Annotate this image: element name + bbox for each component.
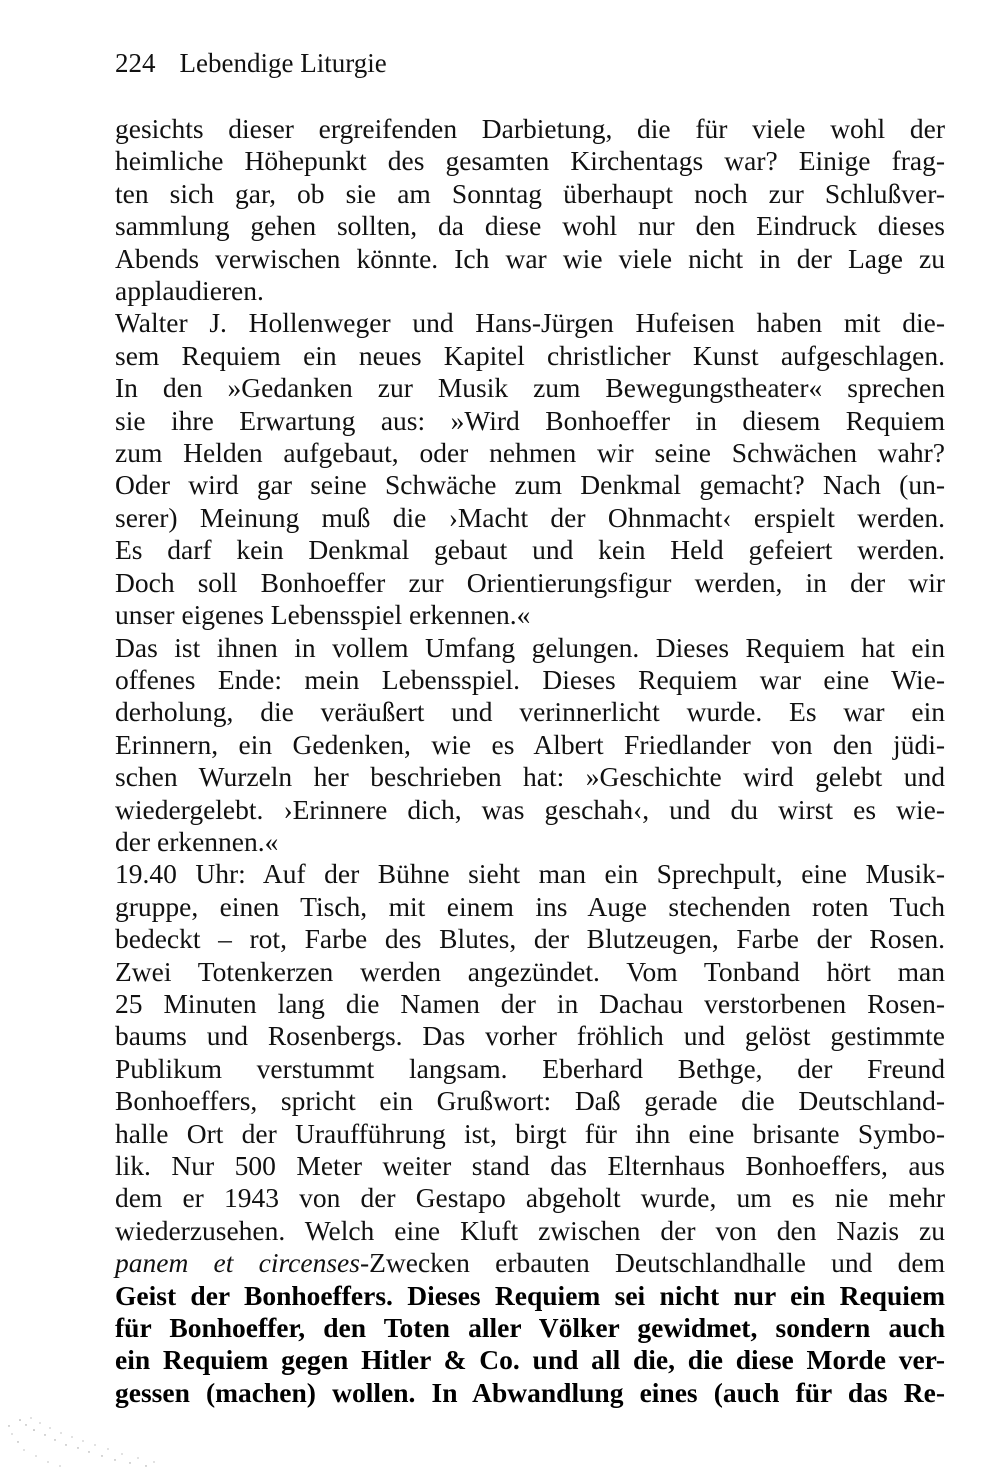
- text-line: Publikum verstummt langsam. Eberhard Bethge, der Freund: [115, 1052, 945, 1084]
- body-text: [115, 113, 945, 1409]
- text-line: unser eigenes Lebensspiel erkennen.«: [115, 599, 531, 631]
- running-title: Lebendige Liturgie: [179, 48, 387, 78]
- text-line: Walter J. Hollenweger und Hans-Jürgen Hufeisen haben mit die-: [115, 307, 945, 339]
- text-line: sammlung gehen sollten, da diese wohl nur den Eindruck dieses: [115, 210, 945, 242]
- text-line: applaudieren.: [115, 275, 264, 307]
- text-line: Doch soll Bonhoeffer zur Orientierungsfigur werden, in der wir: [115, 566, 945, 598]
- text-line: Geist der Bonhoeffers. Dieses Requiem sei nicht nur ein Requiem: [115, 1279, 945, 1311]
- text-line: Bonhoeffers, spricht ein Grußwort: Daß gerade die Deutschland-: [115, 1085, 945, 1117]
- text-line: [115, 1247, 945, 1279]
- text-line: Es darf kein Denkmal gebaut und kein Held gefeiert werden.: [115, 534, 945, 566]
- text-line: gesichts dieser ergreifenden Darbietung, die für viele wohl der: [115, 113, 945, 144]
- text-line: gruppe, einen Tisch, mit einem ins Auge stechenden roten Tuch: [115, 890, 945, 922]
- text-line: serer) Meinung muß die ›Macht der Ohnmacht‹ erspielt werden.: [115, 501, 945, 533]
- text-line: offenes Ende: mein Lebensspiel. Dieses Requiem war eine Wie-: [115, 663, 945, 695]
- text-line: wiedergelebt. ›Erinnere dich, was geschah‹, und du wirst es wie-: [115, 793, 945, 825]
- text-line: wiederzusehen. Welch eine Kluft zwischen der von den Nazis zu: [115, 1214, 945, 1246]
- text-line: 25 Minuten lang die Namen der in Dachau verstorbenen Rosen-: [115, 987, 945, 1019]
- text-line: ein Requiem gegen Hitler & Co. und all die, die diese Morde ver-: [115, 1344, 945, 1376]
- page-number: 224: [115, 48, 156, 78]
- text-line-rest: -Zwecken erbauten Deutschlandhalle und dem: [359, 1247, 945, 1279]
- text-line: baums und Rosenbergs. Das vorher fröhlich und gelöst gestimmte: [115, 1020, 945, 1052]
- running-head: [115, 46, 387, 80]
- text-line: gessen (machen) wollen. In Abwandlung eines (auch für das Re-: [115, 1376, 945, 1408]
- text-line: 19.40 Uhr: Auf der Bühne sieht man ein Sprechpult, eine Musik-: [115, 858, 945, 890]
- text-line: lik. Nur 500 Meter weiter stand das Elternhaus Bonhoeffers, aus: [115, 1150, 945, 1181]
- text-line: sem Requiem ein neues Kapitel christlicher Kunst aufgeschlagen.: [115, 339, 945, 371]
- text-line: dem er 1943 von der Gestapo abgeholt wurde, um es nie mehr: [115, 1182, 945, 1214]
- text-line: der erkennen.«: [115, 825, 279, 857]
- text-line: Erinnern, ein Gedenken, wie es Albert Friedlander von den jüdi-: [115, 728, 945, 760]
- text-line: Zwei Totenkerzen werden angezündet. Vom Tonband hört man: [115, 955, 945, 987]
- text-line: In den »Gedanken zur Musik zum Bewegungstheater« sprechen: [115, 372, 945, 404]
- text-line: bedeckt – rot, Farbe des Blutes, der Blutzeugen, Farbe der Rosen.: [115, 923, 945, 955]
- text-line: schen Wurzeln her beschrieben hat: »Geschichte wird gelebt und: [115, 761, 945, 793]
- text-line: Das ist ihnen in vollem Umfang gelungen. Dieses Requiem hat ein: [115, 631, 945, 663]
- text-line: heimliche Höhepunkt des gesamten Kirchentags war? Einige frag-: [115, 145, 945, 177]
- text-line: halle Ort der Uraufführung ist, birgt für ihn eine brisante Symbo-: [115, 1117, 945, 1149]
- text-line: für Bonhoeffer, den Toten aller Völker gewidmet, sondern auch: [115, 1312, 945, 1344]
- italic-latin-phrase: panem et circenses: [115, 1247, 360, 1279]
- text-line: Oder wird gar seine Schwäche zum Denkmal gemacht? Nach (un-: [115, 469, 945, 501]
- text-line: ten sich gar, ob sie am Sonntag überhaupt noch zur Schlußver-: [115, 177, 945, 209]
- text-line: derholung, die veräußert und verinnerlicht wurde. Es war ein: [115, 696, 945, 728]
- text-line: zum Helden aufgebaut, oder nehmen wir seine Schwächen wahr?: [115, 437, 945, 469]
- text-line: sie ihre Erwartung aus: »Wird Bonhoeffer in diesem Requiem: [115, 404, 945, 436]
- text-line: Abends verwischen könnte. Ich war wie viele nicht in der Lage zu: [115, 242, 945, 274]
